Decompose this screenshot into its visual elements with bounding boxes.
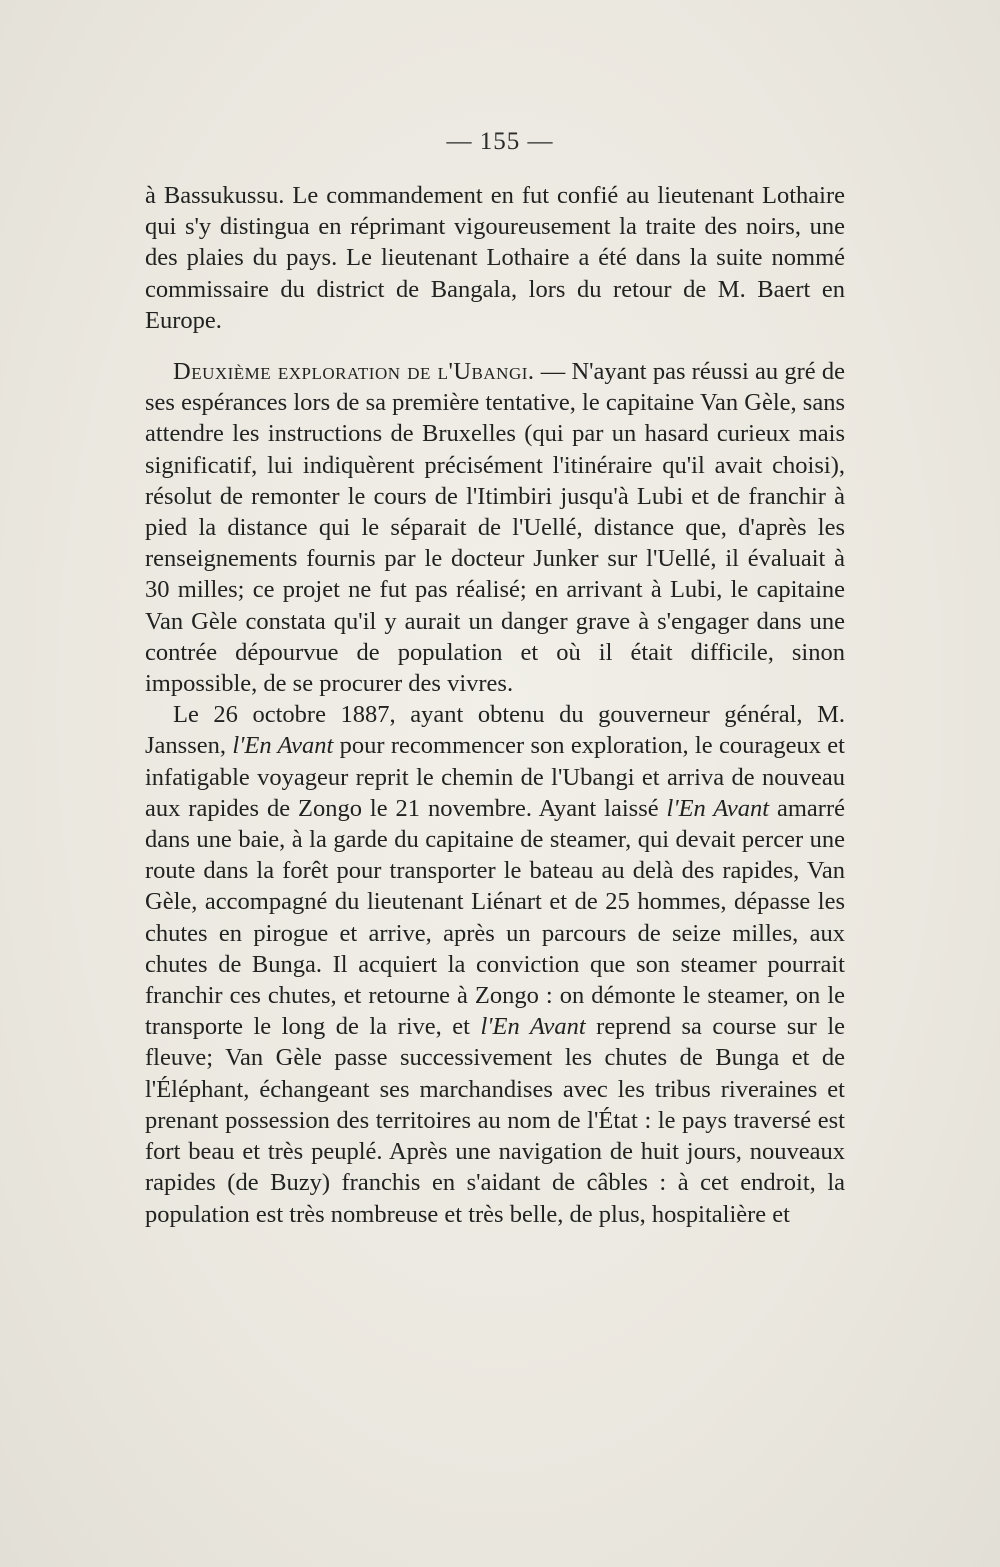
paragraph-text-part: Le 26 octobre 1887, ayant obtenu du gouverneur général, M. Janssen, — [145, 701, 845, 760]
paragraph-text-part: pour recommencer son exploration, le courageux et infatigable voyageur reprit le chemin de l'Ubangi et arriva de nouveau aux rapides de Zongo le 21 novembre. Ayant laissé — [145, 732, 845, 822]
paragraph-second-exploration — [145, 356, 845, 699]
paragraph-text-part: amarré dans une baie, à la garde du capitaine de steamer, qui devait percer une route dans la forêt pour transporter le bateau au delà des rapides, Van Gèle, accompagné du lieutenant Liénart et de 25 hommes, dépasse les chutes en pirogue et arrive, après un parcours de seize milles, aux chutes de Bunga. Il acquiert la conviction que son steamer pourrait franchir ces chutes, et retourne à Zongo : on démonte le steamer, on le transporte le long de la rive, et — [145, 794, 846, 1041]
ship-name: l'En Avant — [480, 1013, 586, 1041]
paragraph-continuation: à Bassukussu. Le commandement en fut confié au lieutenant Lothaire qui s'y distingua en réprimant vigoureusement la traite des noirs, une des plaies du pays. Le lieutenant Lothaire a été dans la suite nommé commissaire du district de Bangala, lors du retour de M. Baert en Europe. — [145, 182, 845, 334]
page-number: — 155 — — [446, 128, 554, 155]
ship-name: l'En Avant — [666, 794, 770, 822]
ship-name: l'En Avant — [232, 732, 334, 760]
body-text — [145, 180, 845, 1230]
paragraph-text-part: reprend sa course sur le fleuve; Van Gèle passe successivement les chutes de Bunga et de l'Éléphant, échangeant ses marchandises avec les tribus riveraines et prenant possession des territoires au nom de l'État : le pays traversé est fort beau et très peuplé. Après une navigation de huit jours, nouveaux rapides (de Buzy) franchis en s'aidant de câbles : à cet endroit, la population est très nombreuse et très belle, de plus, hospitalière et — [145, 1013, 845, 1228]
paragraph-october-1887 — [145, 699, 845, 1229]
section-heading: Deuxième exploration de l'Ubangi. — [173, 358, 535, 386]
paragraph-text: — N'ayant pas réussi au gré de ses espérances lors de sa première tentative, le capitaine Van Gèle, sans attendre les instructions de Bruxelles (qui par un hasard curieux mais significatif, lui indiquèrent précisément l'itinéraire qu'il avait choisi), résolut de remonter le cours de l'Itimbiri jusqu'à Lubi et de franchir à pied la distance qui le séparait de l'Uellé, distance que, d'après les renseignements fournis par le docteur Junker sur l'Uellé, il évaluait à 30 milles; ce projet ne fut pas réalisé; en arrivant à Lubi, le capitaine Van Gèle constata qu'il y aurait un danger grave à s'engager dans une contrée dépourvue de population et où il était difficile, sinon impossible, de se procurer des vivres. — [145, 358, 845, 698]
